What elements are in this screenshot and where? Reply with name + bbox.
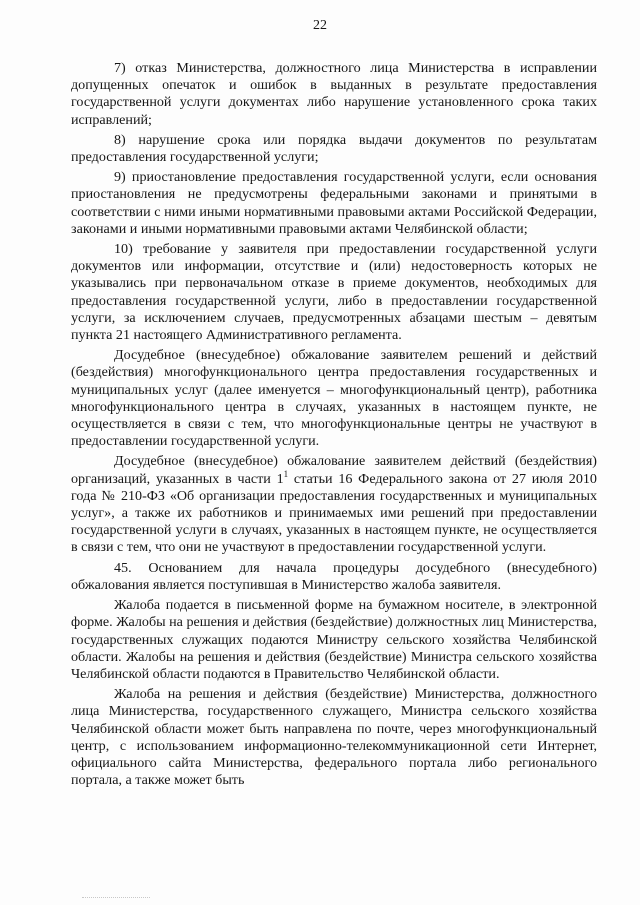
paragraph-item-10: 10) требование у заявителя при предоставлении государственной услуги документов или информации, отсутствие и (или) недостоверность которых не указывались при первоначальном отказе в приеме документов, необходимых для предоставления государственной услуги, либо в предоставлении государственной услуги, за исключением случаев, предусмотренных абзацами шестым – девятым пункта 21 настоящего Административного регламента.	[71, 241, 597, 344]
paragraph-complaint-channels: Жалоба на решения и действия (бездействие) Министерства, должностного лица Министерства, государственного служащего, Министра сельского хозяйства Челябинской области может быть направлена по почте, через многофункциональный центр, с использованием информационно-телекоммуникационной сети Интернет, официального сайта Министерства, федерального портала либо регионального портала, а также может быть	[71, 686, 597, 789]
paragraph-complaint-filing: Жалоба подается в письменной форме на бумажном носителе, в электронной форме. Жалобы на решения и действия (бездействие) должностных лиц Министерства, государственных служащих подаются Министру сельского хозяйства Челябинской области. Жалобы на решения и действия (бездействие) Министра сельского хозяйства Челябинской области подаются в Правительство Челябинской области.	[71, 597, 597, 682]
paragraph-item-9: 9) приостановление предоставления государственной услуги, если основания приостановления не предусмотрены федеральными законами и принятыми в соответствии с ними иными нормативными правовыми актами Российской Федерации, законами и иными нормативными правовыми актами Челябинской области;	[71, 169, 597, 237]
organizations-appeal-text-start: Досудебное (внесудебное) обжалование заявителем действий (бездействия) организаций, указанных в части 1	[71, 453, 597, 487]
superscript-marker: 1	[283, 468, 289, 479]
page-number: 22	[313, 18, 327, 33]
paragraph-item-8: 8) нарушение срока или порядка выдачи документов по результатам предоставления государственной услуги;	[71, 131, 597, 166]
paragraph-organizations-appeal	[71, 453, 597, 556]
paragraph-item-7: 7) отказ Министерства, должностного лица Министерства в исправлении допущенных опечаток и ошибок в выданных в результате предоставления государственной услуги документах либо нарушение установленного срока таких исправлений;	[71, 60, 597, 128]
organizations-appeal-text-end: статьи 16 Федерального закона от 27 июля 2010 года № 210-ФЗ «Об организации предоставления государственных и муниципальных услуг», а также их работников и принимаемых ими решений при предоставлении государственной услуги в случаях, указанных в настоящем пункте, не осуществляется в связи с тем, что они не участвуют в предоставлении государственной услуги.	[71, 470, 597, 556]
paragraph-45: 45. Основанием для начала процедуры досудебного (внесудебного) обжалования является поступившая в Министерство жалоба заявителя.	[71, 559, 597, 593]
footer-mark	[82, 897, 150, 900]
document-body	[71, 60, 597, 789]
paragraph-mfc-appeal: Досудебное (внесудебное) обжалование заявителем решений и действий (бездействия) многофункционального центра предоставления государственных и муниципальных услуг (далее именуется – многофункциональный центр), работника многофункционального центра в случаях, указанных в настоящем пункте, не осуществляется в связи с тем, что многофункциональные центры не участвуют в предоставлении государственной услуги.	[71, 347, 597, 450]
